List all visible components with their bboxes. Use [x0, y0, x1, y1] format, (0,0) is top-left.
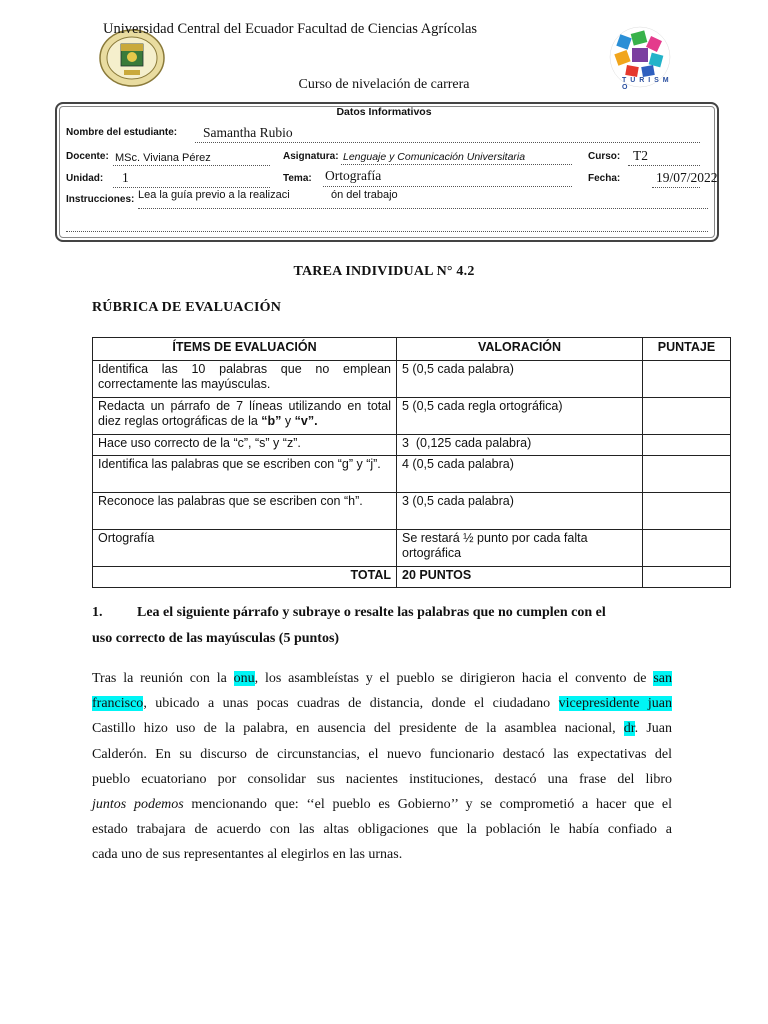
text-span: Tras la reunión con la — [92, 671, 234, 686]
grade-value: T2 — [633, 148, 648, 163]
total-label: TOTAL — [93, 567, 397, 588]
text-span: mencionando que: ‘‘el pueblo es Gobierno’’ y se comprometió a hacer que el — [183, 796, 672, 812]
italic-book-title: juntos podemos — [92, 796, 184, 812]
header-items: ÍTEMS DE EVALUACIÓN — [93, 338, 397, 361]
date-value: 19/07/2022 — [656, 170, 718, 185]
score-cell[interactable] — [643, 530, 731, 567]
subject-value: Lenguaje y Comunicación Universitaria — [343, 151, 526, 163]
header-valuation: VALORACIÓN — [397, 338, 643, 361]
value-cell: 4 (0,5 cada palabra) — [397, 456, 643, 493]
value-cell: 3 (0,5 cada palabra) — [397, 493, 643, 530]
paragraph-line — [92, 792, 672, 817]
unit-line — [113, 187, 270, 188]
text-span: , los asambleístas y el pueblo se dirigieron hacia el convento de — [254, 671, 654, 686]
table-row — [93, 530, 731, 567]
item-cell — [93, 398, 397, 435]
topic-label: Tema: — [283, 173, 312, 184]
highlighted-word: dr — [623, 721, 635, 737]
total-value: 20 PUNTOS — [397, 567, 643, 588]
paragraph-line — [92, 666, 672, 691]
instructions-label: Instrucciones: — [66, 194, 135, 205]
item-bold-v: “v” — [294, 414, 315, 428]
grade-label: Curso: — [588, 151, 621, 162]
total-score-cell[interactable] — [643, 567, 731, 588]
value-cell: Se restará ½ punto por cada falta ortográfica — [397, 530, 643, 567]
question-text-line2: uso correcto de las mayúsculas (5 puntos) — [92, 631, 340, 646]
table-row — [93, 361, 731, 398]
instructions-line-2 — [66, 231, 708, 232]
item-period: . — [314, 414, 318, 428]
instructions-value-part2: ón del trabajo — [331, 189, 398, 201]
info-heading: Datos Informativos — [336, 106, 432, 118]
paragraph-line — [92, 716, 672, 741]
item-cell: Hace uso correcto de la “c”, “s” y “z”. — [93, 435, 397, 456]
topic-line — [323, 186, 572, 187]
subject-line — [341, 164, 572, 165]
item-cell: Identifica las palabras que se escriben con “g” y “j”. — [93, 456, 397, 493]
teacher-label: Docente: — [66, 151, 109, 162]
text-span: , ubicado a unas pocas cuadras de distancia, donde el ciudadano — [143, 696, 559, 712]
table-total-row — [93, 567, 731, 588]
header-score: PUNTAJE — [643, 338, 731, 361]
score-cell[interactable] — [643, 493, 731, 530]
question-number: 1. — [92, 605, 103, 620]
text-span: . Juan — [634, 721, 672, 737]
task-title: TAREA INDIVIDUAL N° 4.2 — [293, 264, 475, 279]
paragraph-line — [92, 691, 672, 716]
grade-line — [628, 165, 700, 166]
table-header-row — [93, 338, 731, 361]
topic-value: Ortografía — [325, 168, 382, 183]
exercise-paragraph — [92, 666, 672, 868]
score-cell[interactable] — [643, 435, 731, 456]
date-line — [652, 187, 700, 188]
value-cell: 5 (0,5 cada palabra) — [397, 361, 643, 398]
text-span: Castillo hizo uso de la palabra, en ausencia del presidente de la asamblea nacional, — [92, 721, 624, 737]
table-row — [93, 493, 731, 530]
date-label: Fecha: — [588, 173, 621, 184]
table-row — [93, 435, 731, 456]
highlighted-word: vicepresidente juan — [558, 696, 673, 712]
student-label: Nombre del estudiante: — [66, 127, 178, 138]
question-text-line1: Lea el siguiente párrafo y subraye o resalte las palabras que no cumplen con el — [137, 605, 606, 620]
score-cell[interactable] — [643, 361, 731, 398]
value-cell: 5 (0,5 cada regla ortográfica) — [397, 398, 643, 435]
item-bold-b: “b” — [261, 414, 282, 428]
instructions-value-part1: Lea la guía previo a la realizaci — [138, 189, 290, 201]
unit-label: Unidad: — [66, 173, 104, 184]
student-line — [195, 142, 700, 143]
course-title: Curso de nivelación de carrera — [298, 77, 470, 92]
score-cell[interactable] — [643, 456, 731, 493]
rubric-title: RÚBRICA DE EVALUACIÓN — [92, 300, 282, 315]
score-cell[interactable] — [643, 398, 731, 435]
info-box — [55, 102, 719, 242]
item-cell: Identifica las 10 palabras que no emplean correctamente las mayúsculas. — [93, 361, 397, 398]
paragraph-line: Calderón. En su discurso de circunstancias, el nuevo funcionario destacó las expectativas del — [92, 746, 672, 762]
subject-label: Asignatura: — [283, 151, 339, 162]
paragraph-line: estado trabajara de acuerdo con las altas obligaciones que la población le había confiado a — [92, 822, 672, 838]
tourism-logo-text: T U R I S M O — [622, 77, 670, 91]
student-value: Samantha Rubio — [203, 125, 293, 140]
teacher-line — [113, 165, 270, 166]
highlighted-word: francisco — [92, 696, 144, 712]
highlighted-word: san — [653, 671, 672, 686]
table-row — [93, 456, 731, 493]
table-row — [93, 398, 731, 435]
item-cell: Ortografía — [93, 530, 397, 567]
unit-value: 1 — [122, 170, 129, 185]
university-title: Universidad Central del Ecuador Facultad de Ciencias Agrícolas — [103, 21, 478, 37]
highlighted-word: onu — [233, 671, 255, 686]
instructions-line — [138, 208, 708, 209]
rubric-table — [92, 337, 731, 588]
paragraph-line: pueblo ecuatoriano por consolidar sus nacientes instituciones, destacó una frase del libro — [92, 771, 672, 787]
value-cell: 3 (0,125 cada palabra) — [397, 435, 643, 456]
item-text: Redacta un párrafo de 7 líneas utilizando en total diez reglas ortográficas de la — [98, 399, 391, 428]
item-text-and: y — [281, 414, 295, 428]
paragraph-line: cada uno de sus representantes al elegirlos en las urnas. — [92, 847, 403, 863]
teacher-value: MSc. Viviana Pérez — [115, 152, 211, 164]
item-cell: Reconoce las palabras que se escriben con “h”. — [93, 493, 397, 530]
